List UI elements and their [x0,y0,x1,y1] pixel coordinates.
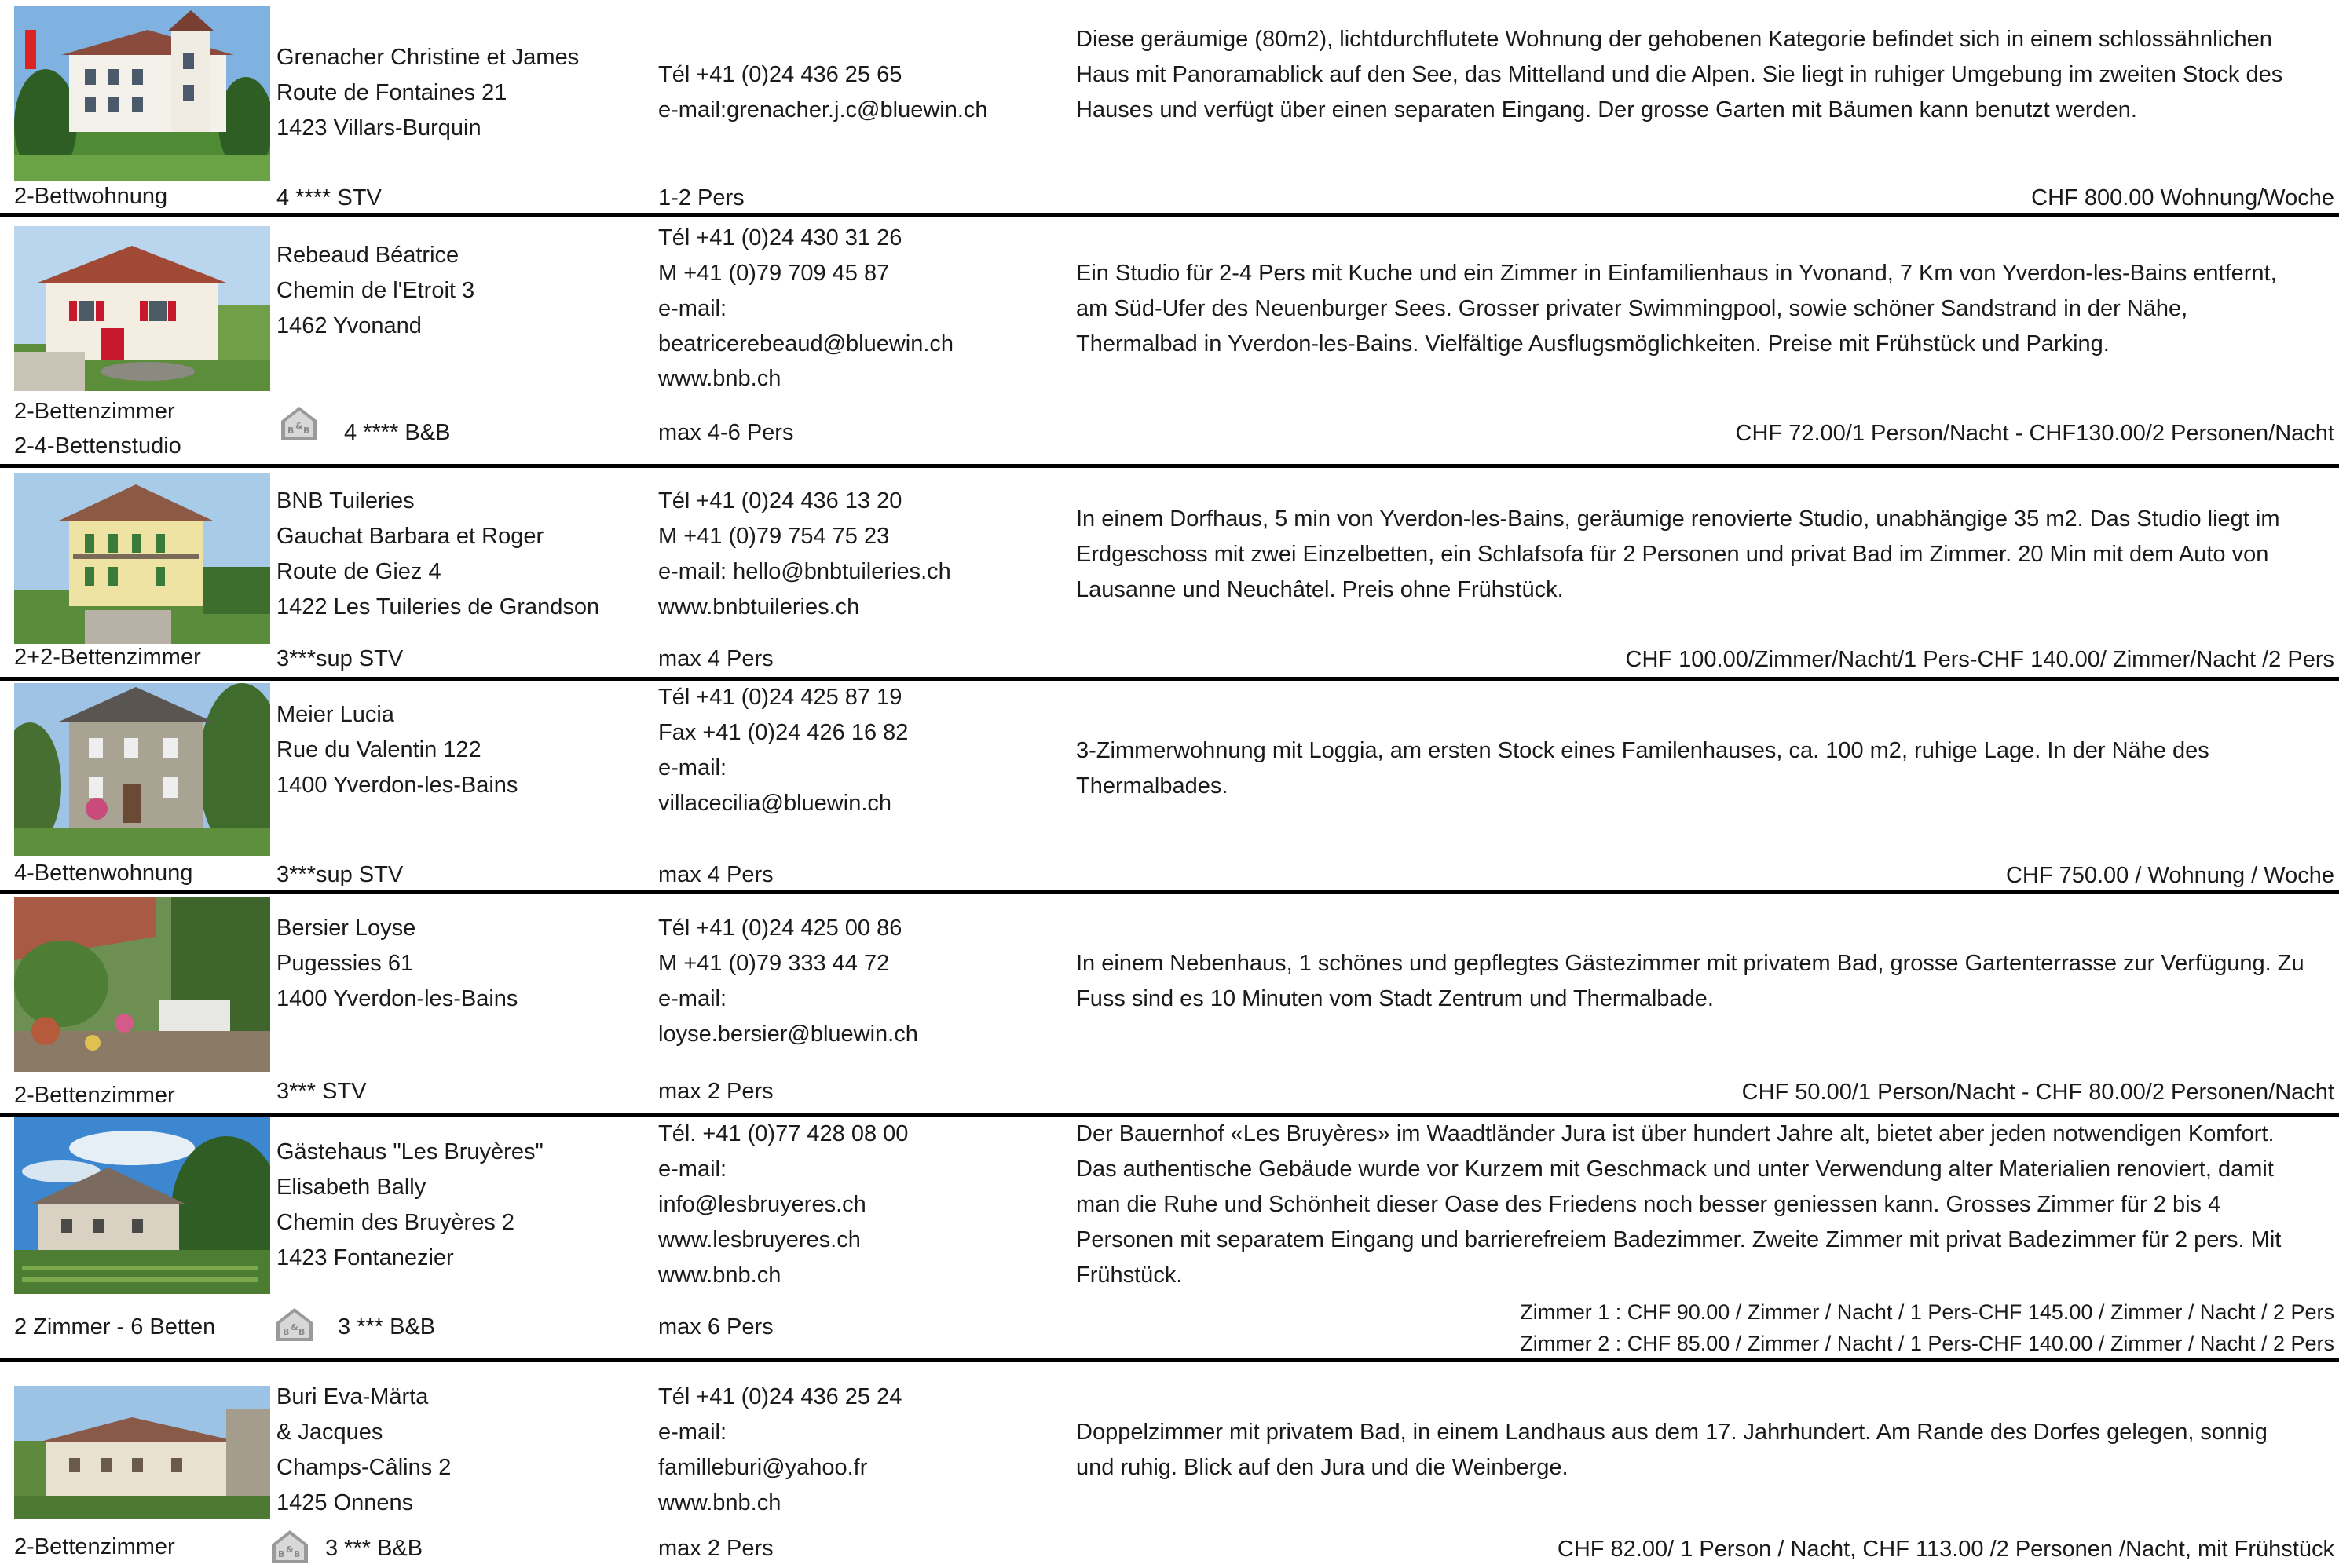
listing-description: In einem Dorfhaus, 5 min von Yverdon-les-Bains, geräumige renovierte Studio, unabhängige 35 m2. Das Studio liegt im Erdgeschoss mit zwei Einzelbetten, ein Schlafsofa für 2 Personen und privat Bad im Zimmer. 20 Min mit dem Auto von Lausanne und Neuchâtel. Preis ohne Frühstück. [1076,506,2280,602]
svg-text:B: B [283,1327,290,1337]
listing-phone: Tél +41 (0)24 436 25 65 [658,62,902,87]
listing-capacity: max 2 Pers [658,1536,774,1561]
listing-city-line: 1462 Yvonand [276,313,422,338]
listing-price: CHF 50.00/1 Person/Nacht - CHF 80.00/2 Personen/Nacht [1741,1080,2334,1105]
listing-name-line: BNB Tuileries [276,488,415,514]
listing-description: Diese geräumige (80m2), lichtdurchflutete Wohnung der gehobenen Kategorie befindet sich in einem schlossähnlichen Haus mit Panoramablick auf den See, das Mittelland und die Alpen. Sie liegt in ruhiger Umgebung im zweiten Stock des Hauses und verfügt über einen separaten Eingang. Der grosse Garten mit Bäumen kann benutzt werden. [1076,27,2283,122]
svg-text:B: B [294,1549,301,1559]
listing-email-label: e-mail: [658,296,727,321]
listing-capacity: max 4 Pers [658,646,774,671]
listing-email[interactable]: loyse.bersier@bluewin.ch [658,1022,918,1047]
listing-city-line: 1423 Fontanezier [276,1245,454,1270]
listing-email-label: e-mail: [658,1157,727,1182]
listing-name-line: Rebeaud Béatrice [276,243,459,268]
listing-name-line: Bersier Loyse [276,916,416,941]
listing-photo [14,473,270,644]
listing-room-type: 2-4-Bettenstudio [14,433,181,459]
listing-price: CHF 100.00/Zimmer/Nacht/1 Pers-CHF 140.00/ Zimmer/Nacht /2 Pers [1625,647,2334,672]
listing-capacity: max 4-6 Pers [658,420,794,445]
bnb-house-icon [270,1529,309,1565]
listing-website[interactable]: www.bnb.ch [658,366,781,391]
listing-photo [14,897,270,1072]
bnb-house-icon [280,405,319,441]
bnb-house-icon [275,1307,314,1343]
listing-room-type: 2 Zimmer - 6 Betten [14,1314,216,1340]
listing-address-line: Chemin de l'Etroit 3 [276,278,475,303]
listing-address-line: Chemin des Bruyères 2 [276,1210,515,1235]
listing-photo [14,1386,270,1519]
listing-photo [14,1117,270,1294]
listing-rating: 3 *** B&B [325,1536,423,1561]
listing-description: Ein Studio für 2-4 Pers mit Kuche und ein Zimmer in Einfamilienhaus in Yvonand, 7 Km von Yverdon-les-Bains entfernt, am Süd-Ufer des Neuenburger Sees. Grosser privater Swimmingpool, sowie schöner Sandstrand in der Nähe, Thermalbad in Yverdon-les-Bains. Vielfältige Ausflugsmöglichkeiten. Preise mit Frühstück und Parking. [1076,261,2277,356]
listing-rating: 4 **** STV [276,185,382,210]
listing-row [0,217,2339,466]
listing-phone: Tél +41 (0)24 430 31 26 [658,225,902,250]
listing-email[interactable]: info@lesbruyeres.ch [658,1192,866,1217]
listing-email[interactable]: e-mail:grenacher.j.c@bluewin.ch [658,97,988,122]
listing-phone: Tél +41 (0)24 436 25 24 [658,1384,902,1409]
listing-room-type: 2-Bettenzimmer [14,1534,175,1559]
listing-description: Doppelzimmer mit privatem Bad, in einem Landhaus aus dem 17. Jahrhundert. Am Rande des Dorfes gelegen, sonnig und ruhig. Blick auf den Jura und die Weinberge. [1076,1420,2268,1480]
listing-description: In einem Nebenhaus, 1 schönes und gepflegtes Gästezimmer mit privatem Bad, grosse Gartenterrasse zur Verfügung. Zu Fuss sind es 10 Minuten vom Stadt Zentrum und Thermalbade. [1076,951,2304,1011]
listing-rating: 3***sup STV [276,862,404,887]
listing-name-line: Grenacher Christine et James [276,45,580,70]
listing-price: Zimmer 2 : CHF 85.00 / Zimmer / Nacht / 1 Pers-CHF 140.00 / Zimmer / Nacht / 2 Pers [1520,1332,2334,1355]
listing-email[interactable]: villacecilia@bluewin.ch [658,791,892,816]
listing-name-line: & Jacques [276,1420,383,1445]
listing-email-label: e-mail: [658,1420,727,1445]
listing-website[interactable]: www.bnb.ch [658,1263,781,1288]
listing-phone: Tél +41 (0)24 425 87 19 [658,685,902,710]
listing-rating: 4 **** B&B [344,420,451,445]
listing-photo [14,683,270,856]
listing-photo [14,6,270,181]
listing-room-type: 2-Bettwohnung [14,184,168,209]
listing-mobile: M +41 (0)79 754 75 23 [658,524,890,549]
listing-capacity: max 6 Pers [658,1314,774,1340]
listing-row [0,1362,2339,1568]
listing-room-type: 2+2-Bettenzimmer [14,645,201,670]
listing-capacity: 1-2 Pers [658,185,745,210]
listing-row [0,680,2339,894]
listing-name-line: Buri Eva-Märta [276,1384,429,1409]
svg-text:B: B [278,1549,285,1559]
listing-email-label: e-mail: [658,986,727,1011]
listing-website[interactable]: www.bnb.ch [658,1490,781,1515]
listing-name-line: Gästehaus "Les Bruyères" [276,1139,544,1164]
listing-rating: 3***sup STV [276,646,404,671]
listing-email[interactable]: beatricerebeaud@bluewin.ch [658,331,954,356]
listing-city-line: 1422 Les Tuileries de Grandson [276,594,600,620]
svg-text:&: & [286,1544,294,1555]
listing-capacity: max 4 Pers [658,862,774,887]
listing-capacity: max 2 Pers [658,1079,774,1104]
listing-address-line: Route de Fontaines 21 [276,80,507,105]
listing-photo [14,226,270,391]
svg-text:B: B [298,1327,306,1337]
listing-rating: 3 *** B&B [338,1314,436,1340]
listing-email[interactable]: e-mail: hello@bnbtuileries.ch [658,559,951,584]
listing-address-line: Rue du Valentin 122 [276,737,481,762]
listing-room-type: 4-Bettenwohnung [14,861,193,886]
listing-price: CHF 72.00/1 Person/Nacht - CHF130.00/2 Personen/Nacht [1735,421,2334,446]
listing-name-line: Elisabeth Bally [276,1175,426,1200]
listing-description: Der Bauernhof «Les Bruyères» im Waadtländer Jura ist über hundert Jahre alt, bietet aber jeden notwendigen Komfort. Das authentische Gebäude wurde vor Kurzem mit Geschmack und unter Verwendung alter Materialien renoviert, damit man die Ruhe und Schönheit dieser Oase des Friedens noch besser geniessen kann. Grosses Zimmer für 2 bis 4 Personen mit separatem Eingang und barrierefreiem Badezimmer. Zweite Zimmer mit privat Badezimmer für 2 pers. Mit Frühstück. [1076,1121,2282,1288]
listing-address-line: Champs-Câlins 2 [276,1455,452,1480]
listing-city-line: 1400 Yverdon-les-Bains [276,986,518,1011]
listing-row [0,894,2339,1117]
listing-phone: Tél. +41 (0)77 428 08 00 [658,1121,909,1146]
listing-row [0,0,2339,217]
listing-row [0,1117,2339,1362]
listing-price: CHF 82.00/ 1 Person / Nacht, CHF 113.00 /2 Personen /Nacht, mit Frühstück [1557,1537,2334,1562]
listing-email-label: e-mail: [658,755,727,780]
listing-price: CHF 750.00 / Wohnung / Woche [2005,863,2334,888]
listing-mobile: M +41 (0)79 333 44 72 [658,951,890,976]
listing-email[interactable]: familleburi@yahoo.fr [658,1455,868,1480]
svg-text:B: B [303,426,310,436]
listing-city-line: 1423 Villars-Burquin [276,115,481,141]
listing-description: 3-Zimmerwohnung mit Loggia, am ersten Stock eines Familenhauses, ca. 100 m2, ruhige Lage. In der Nähe des Thermalbades. [1076,738,2209,799]
listing-address-line: Pugessies 61 [276,951,414,976]
svg-text:B: B [287,426,295,436]
listing-city-line: 1400 Yverdon-les-Bains [276,773,518,798]
listing-price: Zimmer 1 : CHF 90.00 / Zimmer / Nacht / 1 Pers-CHF 145.00 / Zimmer / Nacht / 2 Pers [1520,1300,2334,1324]
listing-name-line: Meier Lucia [276,702,394,727]
listing-website[interactable]: www.bnbtuileries.ch [658,594,860,620]
listing-phone: Tél +41 (0)24 436 13 20 [658,488,902,514]
listing-room-type: 2-Bettenzimmer [14,1083,175,1108]
listing-row [0,466,2339,680]
listing-room-type: 2-Bettenzimmer [14,399,175,424]
listing-rating: 3*** STV [276,1079,367,1104]
listing-name-line: Gauchat Barbara et Roger [276,524,544,549]
listing-phone: Tél +41 (0)24 425 00 86 [658,916,902,941]
listing-address-line: Route de Giez 4 [276,559,441,584]
listing-price: CHF 800.00 Wohnung/Woche [2031,185,2334,210]
listing-website[interactable]: www.lesbruyeres.ch [658,1227,861,1252]
listing-city-line: 1425 Onnens [276,1490,414,1515]
listing-mobile: M +41 (0)79 709 45 87 [658,261,890,286]
listing-fax: Fax +41 (0)24 426 16 82 [658,720,909,745]
svg-text:&: & [291,1322,298,1332]
svg-text:&: & [295,421,303,431]
